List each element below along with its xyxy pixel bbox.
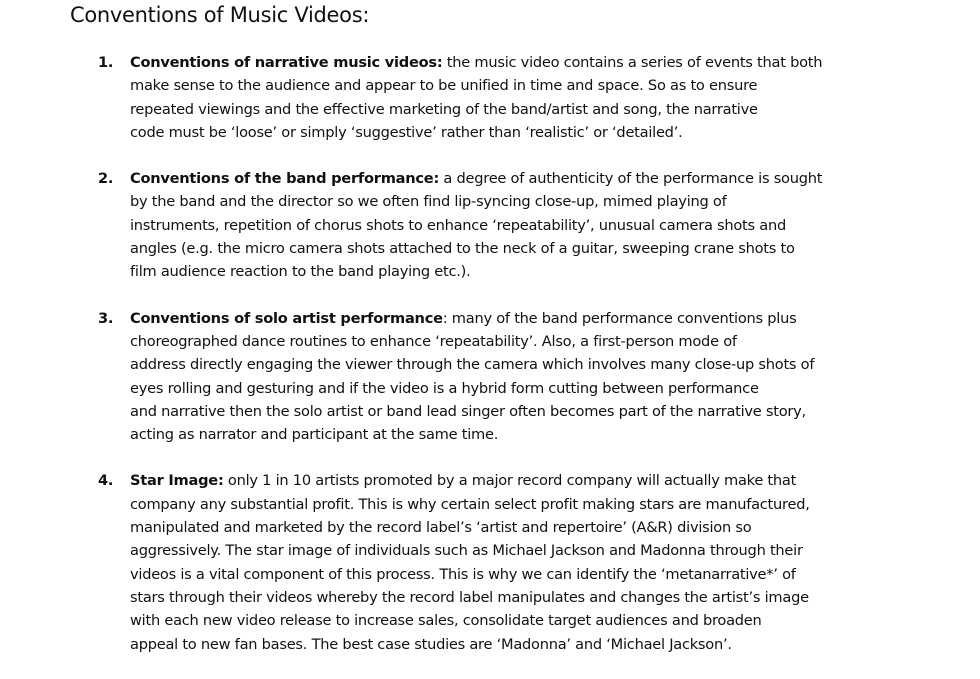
item-text: only 1 in 10 artists promoted by a major record company will actually make that [223,472,797,490]
item-text-line: angles (e.g. the micro camera shots attached to the neck of a guitar, sweeping crane shots to [130,240,795,258]
item-heading: Conventions of the band performance: [130,170,440,188]
list-item-star-image [98,469,898,655]
item-number: 1. [98,54,114,71]
item-first-line [130,167,898,190]
item-text-line: film audience reaction to the band playing etc.). [130,263,471,281]
item-text-line: repeated viewings and the effective marketing of the band/artist and song, the narrative [130,100,758,118]
item-text-line: acting as narrator and participant at the same time. [130,426,499,444]
item-first-line [130,51,898,74]
item-number: 3. [98,309,114,327]
page-title: Conventions of Music Videos: [70,3,370,27]
list-item-narrative [98,51,898,144]
item-text-line: by the band and the director so we often find lip-syncing close-up, mimed playing of [130,193,727,211]
item-text-line: with each new video release to increase sales, consolidate target audiences and broaden [130,612,762,630]
item-heading: Conventions of solo artist performance [130,309,443,327]
item-number: 2. [98,170,114,188]
item-text-line: manipulated and marketed by the record label’s ‘artist and repertoire’ (A&R) division so [130,519,752,537]
item-number: 4. [98,472,114,490]
item-text-line: appeal to new fan bases. The best case studies are ‘Madonna’ and ‘Michael Jackson’. [130,635,732,653]
item-text-line: stars through their videos whereby the record label manipulates and changes the artist’s image [130,588,809,606]
item-text-line: instruments, repetition of chorus shots to enhance ‘repeatability’, unusual camera shots and [130,216,786,234]
item-text-line: and narrative then the solo artist or band lead singer often becomes part of the narrative story, [130,402,806,420]
item-text-line: code must be ‘loose’ or simply ‘suggestive’ rather than ‘realistic’ or ‘detailed’. [130,123,683,141]
item-text-line: aggressively. The star image of individuals such as Michael Jackson and Madonna through their [130,542,803,560]
item-text: : many of the band performance conventions plus [442,309,797,327]
list-item-band-performance [98,167,898,283]
item-heading: Star Image: [130,472,224,490]
item-first-line [130,307,898,330]
item-text-line: make sense to the audience and appear to be unified in time and space. So as to ensure [130,77,758,95]
item-first-line [130,469,898,492]
item-text-line: choreographed dance routines to enhance ‘repeatability’. Also, a first-person mode of [130,332,737,350]
list-item-solo-artist [98,307,898,447]
conventions-list [98,51,898,679]
item-text-line: videos is a vital component of this process. This is why we can identify the ‘metanarrative*’ of [130,565,796,583]
item-heading: Conventions of narrative music videos: [130,54,443,71]
item-text: the music video contains a series of events that both [442,54,823,71]
item-text-line: address directly engaging the viewer through the camera which involves many close-up shots of [130,356,815,374]
item-text-line: eyes rolling and gesturing and if the video is a hybrid form cutting between performance [130,379,759,397]
item-text: a degree of authenticity of the performance is sought [439,170,823,188]
item-text-line: company any substantial profit. This is why certain select profit making stars are manufactured, [130,495,810,513]
